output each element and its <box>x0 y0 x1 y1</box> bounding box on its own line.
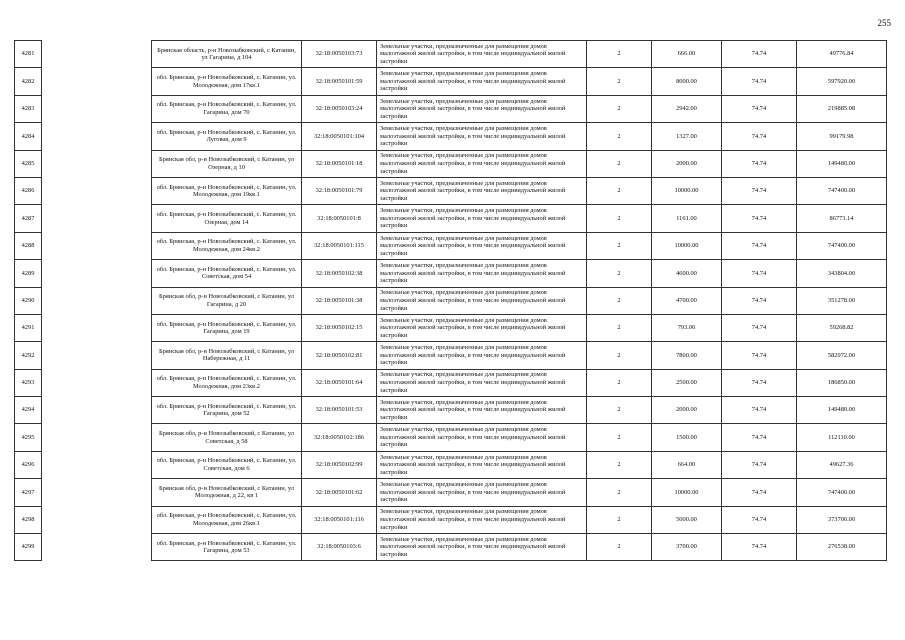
cadastral-number-cell: 32:18:0050101:104 <box>302 123 377 150</box>
rate-cell: 74.74 <box>722 479 797 506</box>
rate-cell: 74.74 <box>722 95 797 122</box>
rate-cell: 74.74 <box>722 150 797 177</box>
spacer-cell <box>42 205 152 232</box>
table-row <box>15 314 887 341</box>
cadastral-value-cell: 582972.00 <box>797 342 887 369</box>
table-row <box>15 369 887 396</box>
rate-cell: 74.74 <box>722 314 797 341</box>
row-number-cell: 4290 <box>15 287 42 314</box>
land-use-cell: Земельные участки, предназначенные для размещения домов малоэтажной жилой застройки, в том числе индивидуальной жилой застройки <box>377 68 587 95</box>
row-number-cell: 4299 <box>15 534 42 561</box>
land-use-cell: Земельные участки, предназначенные для размещения домов малоэтажной жилой застройки, в том числе индивидуальной жилой застройки <box>377 177 587 204</box>
group-cell: 2 <box>587 41 652 68</box>
group-cell: 2 <box>587 506 652 533</box>
row-number-cell: 4292 <box>15 342 42 369</box>
land-registry-table <box>14 40 887 561</box>
cadastral-number-cell: 32:18:0050101:53 <box>302 397 377 424</box>
address-cell: обл. Брянская, р-н Новозыбковский, с. Катанин, ул. Молодежная, дом 26кв.1 <box>152 506 302 533</box>
table-row <box>15 205 887 232</box>
row-number-cell: 4284 <box>15 123 42 150</box>
rate-cell: 74.74 <box>722 451 797 478</box>
table-row <box>15 287 887 314</box>
land-use-cell: Земельные участки, предназначенные для размещения домов малоэтажной жилой застройки, в том числе индивидуальной жилой застройки <box>377 260 587 287</box>
row-number-cell: 4295 <box>15 424 42 451</box>
area-cell: 4600.00 <box>652 260 722 287</box>
table-row <box>15 506 887 533</box>
address-cell: обл. Брянская, р-н Новозыбковский, с. Катанин, ул. Советская, дом 54 <box>152 260 302 287</box>
cadastral-value-cell: 49627.36 <box>797 451 887 478</box>
group-cell: 2 <box>587 260 652 287</box>
cadastral-number-cell: 32:18:0050101:62 <box>302 479 377 506</box>
land-use-cell: Земельные участки, предназначенные для размещения домов малоэтажной жилой застройки, в том числе индивидуальной жилой застройки <box>377 342 587 369</box>
row-number-cell: 4291 <box>15 314 42 341</box>
spacer-cell <box>42 369 152 396</box>
area-cell: 7800.00 <box>652 342 722 369</box>
table-row <box>15 534 887 561</box>
group-cell: 2 <box>587 150 652 177</box>
cadastral-number-cell: 32:18:0050101:38 <box>302 287 377 314</box>
land-use-cell: Земельные участки, предназначенные для размещения домов малоэтажной жилой застройки, в том числе индивидуальной жилой застройки <box>377 397 587 424</box>
cadastral-value-cell: 747400.00 <box>797 232 887 259</box>
group-cell: 2 <box>587 369 652 396</box>
address-cell: обл. Брянская, р-н Новозыбковский, с. Катанин, ул. Молодежная, дом 23кв.2 <box>152 369 302 396</box>
spacer-cell <box>42 342 152 369</box>
table-row <box>15 232 887 259</box>
cadastral-number-cell: 32:18:0050102:15 <box>302 314 377 341</box>
land-use-cell: Земельные участки, предназначенные для размещения домов малоэтажной жилой застройки, в том числе индивидуальной жилой застройки <box>377 534 587 561</box>
spacer-cell <box>42 397 152 424</box>
row-number-cell: 4296 <box>15 451 42 478</box>
spacer-cell <box>42 150 152 177</box>
table-row <box>15 479 887 506</box>
table-row <box>15 95 887 122</box>
area-cell: 2000.00 <box>652 397 722 424</box>
row-number-cell: 4298 <box>15 506 42 533</box>
group-cell: 2 <box>587 177 652 204</box>
land-use-cell: Земельные участки, предназначенные для размещения домов малоэтажной жилой застройки, в том числе индивидуальной жилой застройки <box>377 95 587 122</box>
table-row <box>15 260 887 287</box>
cadastral-number-cell: 32:18:0050103:73 <box>302 41 377 68</box>
address-cell: обл. Брянская, р-н Новозыбковский, с. Катанин, ул. Гагарина, дом 53 <box>152 534 302 561</box>
spacer-cell <box>42 287 152 314</box>
rate-cell: 74.74 <box>722 177 797 204</box>
spacer-cell <box>42 95 152 122</box>
address-cell: Брянская обл, р-н Новозыбковский, с Катанин, ул Гагарина, д 20 <box>152 287 302 314</box>
row-number-cell: 4286 <box>15 177 42 204</box>
area-cell: 2500.00 <box>652 369 722 396</box>
land-use-cell: Земельные участки, предназначенные для размещения домов малоэтажной жилой застройки, в том числе индивидуальной жилой застройки <box>377 314 587 341</box>
area-cell: 4700.00 <box>652 287 722 314</box>
cadastral-value-cell: 112110.00 <box>797 424 887 451</box>
row-number-cell: 4293 <box>15 369 42 396</box>
table-row <box>15 424 887 451</box>
group-cell: 2 <box>587 424 652 451</box>
cadastral-number-cell: 32:18:0050102:186 <box>302 424 377 451</box>
land-use-cell: Земельные участки, предназначенные для размещения домов малоэтажной жилой застройки, в том числе индивидуальной жилой застройки <box>377 369 587 396</box>
rate-cell: 74.74 <box>722 232 797 259</box>
table-body <box>15 41 887 561</box>
land-use-cell: Земельные участки, предназначенные для размещения домов малоэтажной жилой застройки, в том числе индивидуальной жилой застройки <box>377 424 587 451</box>
group-cell: 2 <box>587 479 652 506</box>
group-cell: 2 <box>587 95 652 122</box>
land-use-cell: Земельные участки, предназначенные для размещения домов малоэтажной жилой застройки, в том числе индивидуальной жилой застройки <box>377 506 587 533</box>
address-cell: обл. Брянская, р-н Новозыбковский, с. Катанин, ул. Озерная, дом 14 <box>152 205 302 232</box>
row-number-cell: 4281 <box>15 41 42 68</box>
spacer-cell <box>42 232 152 259</box>
group-cell: 2 <box>587 68 652 95</box>
group-cell: 2 <box>587 451 652 478</box>
rate-cell: 74.74 <box>722 68 797 95</box>
table-row <box>15 123 887 150</box>
area-cell: 2942.00 <box>652 95 722 122</box>
cadastral-number-cell: 32:18:0050101:8 <box>302 205 377 232</box>
spacer-cell <box>42 260 152 287</box>
cadastral-number-cell: 32:18:0050102:81 <box>302 342 377 369</box>
land-use-cell: Земельные участки, предназначенные для размещения домов малоэтажной жилой застройки, в том числе индивидуальной жилой застройки <box>377 451 587 478</box>
row-number-cell: 4283 <box>15 95 42 122</box>
cadastral-value-cell: 99179.98 <box>797 123 887 150</box>
spacer-cell <box>42 534 152 561</box>
row-number-cell: 4288 <box>15 232 42 259</box>
spacer-cell <box>42 314 152 341</box>
area-cell: 10000.00 <box>652 177 722 204</box>
spacer-cell <box>42 68 152 95</box>
area-cell: 2000.00 <box>652 150 722 177</box>
area-cell: 10000.00 <box>652 232 722 259</box>
address-cell: обл. Брянская, р-н Новозыбковский, с. Катанин, ул. Молодежная, дом 24кв.2 <box>152 232 302 259</box>
land-use-cell: Земельные участки, предназначенные для размещения домов малоэтажной жилой застройки, в том числе индивидуальной жилой застройки <box>377 150 587 177</box>
rate-cell: 74.74 <box>722 424 797 451</box>
spacer-cell <box>42 177 152 204</box>
cadastral-number-cell: 32:18:0050101:59 <box>302 68 377 95</box>
row-number-cell: 4289 <box>15 260 42 287</box>
land-use-cell: Земельные участки, предназначенные для размещения домов малоэтажной жилой застройки, в том числе индивидуальной жилой застройки <box>377 205 587 232</box>
spacer-cell <box>42 479 152 506</box>
address-cell: Брянская обл, р-н Новозыбковский, с Катанин, ул Набережная, д 11 <box>152 342 302 369</box>
land-use-cell: Земельные участки, предназначенные для размещения домов малоэтажной жилой застройки, в том числе индивидуальной жилой застройки <box>377 123 587 150</box>
cadastral-value-cell: 59268.82 <box>797 314 887 341</box>
spacer-cell <box>42 451 152 478</box>
area-cell: 10000.00 <box>652 479 722 506</box>
address-cell: обл. Брянская, р-н Новозыбковский, с. Катанин, ул. Гагарина, дом 19 <box>152 314 302 341</box>
group-cell: 2 <box>587 397 652 424</box>
area-cell: 666.00 <box>652 41 722 68</box>
land-use-cell: Земельные участки, предназначенные для размещения домов малоэтажной жилой застройки, в том числе индивидуальной жилой застройки <box>377 41 587 68</box>
table-row <box>15 150 887 177</box>
row-number-cell: 4282 <box>15 68 42 95</box>
area-cell: 1161.00 <box>652 205 722 232</box>
cadastral-number-cell: 32:18:0050101:115 <box>302 232 377 259</box>
table-row <box>15 451 887 478</box>
group-cell: 2 <box>587 205 652 232</box>
group-cell: 2 <box>587 342 652 369</box>
area-cell: 8000.00 <box>652 68 722 95</box>
rate-cell: 74.74 <box>722 205 797 232</box>
cadastral-value-cell: 219885.08 <box>797 95 887 122</box>
table-row <box>15 397 887 424</box>
cadastral-number-cell: 32:18:0050101:116 <box>302 506 377 533</box>
area-cell: 664.00 <box>652 451 722 478</box>
row-number-cell: 4285 <box>15 150 42 177</box>
table-row <box>15 41 887 68</box>
rate-cell: 74.74 <box>722 260 797 287</box>
spacer-cell <box>42 506 152 533</box>
cadastral-value-cell: 373700.00 <box>797 506 887 533</box>
spacer-cell <box>42 41 152 68</box>
address-cell: обл. Брянская, р-н Новозыбковский, с. Катанин, ул. Гагарина, дом 52 <box>152 397 302 424</box>
rate-cell: 74.74 <box>722 397 797 424</box>
rate-cell: 74.74 <box>722 41 797 68</box>
row-number-cell: 4294 <box>15 397 42 424</box>
table-row <box>15 342 887 369</box>
cadastral-number-cell: 32:18:0050101:18 <box>302 150 377 177</box>
spacer-cell <box>42 123 152 150</box>
address-cell: Брянская обл, р-н Новозыбковский, с Катанин, ул Молодежная, д 22, кв 1 <box>152 479 302 506</box>
cadastral-value-cell: 49776.84 <box>797 41 887 68</box>
address-cell: обл. Брянская, р-н Новозыбковский, с. Катанин, ул. Молодежная, дом 17кв.1 <box>152 68 302 95</box>
cadastral-value-cell: 597920.00 <box>797 68 887 95</box>
page-number: 255 <box>877 18 891 28</box>
group-cell: 2 <box>587 123 652 150</box>
land-use-cell: Земельные участки, предназначенные для размещения домов малоэтажной жилой застройки, в том числе индивидуальной жилой застройки <box>377 287 587 314</box>
cadastral-value-cell: 86773.14 <box>797 205 887 232</box>
address-cell: обл. Брянская, р-н Новозыбковский, с. Катанин, ул. Луговая, дом 9 <box>152 123 302 150</box>
row-number-cell: 4287 <box>15 205 42 232</box>
group-cell: 2 <box>587 314 652 341</box>
cadastral-value-cell: 149480.00 <box>797 397 887 424</box>
address-cell: Брянская обл, р-н Новозыбковский, с Катанин, ул Советская, д 58 <box>152 424 302 451</box>
group-cell: 2 <box>587 232 652 259</box>
address-cell: Брянская обл, р-н Новозыбковский, с Катанин, ул Озерная, д 10 <box>152 150 302 177</box>
address-cell: обл. Брянская, р-н Новозыбковский, с. Катанин, ул. Советская, дом 6 <box>152 451 302 478</box>
cadastral-value-cell: 747400.00 <box>797 177 887 204</box>
rate-cell: 74.74 <box>722 506 797 533</box>
area-cell: 793.00 <box>652 314 722 341</box>
rate-cell: 74.74 <box>722 287 797 314</box>
rate-cell: 74.74 <box>722 342 797 369</box>
cadastral-value-cell: 149480.00 <box>797 150 887 177</box>
address-cell: Брянская область, р-н Новозыбковский, с Катанин, ул Гагарина, д 104 <box>152 41 302 68</box>
area-cell: 1500.00 <box>652 424 722 451</box>
group-cell: 2 <box>587 534 652 561</box>
area-cell: 3700.00 <box>652 534 722 561</box>
spacer-cell <box>42 424 152 451</box>
cadastral-value-cell: 351278.00 <box>797 287 887 314</box>
cadastral-number-cell: 32:18:0050102:99 <box>302 451 377 478</box>
cadastral-value-cell: 276538.00 <box>797 534 887 561</box>
land-use-cell: Земельные участки, предназначенные для размещения домов малоэтажной жилой застройки, в том числе индивидуальной жилой застройки <box>377 479 587 506</box>
area-cell: 5000.00 <box>652 506 722 533</box>
area-cell: 1327.00 <box>652 123 722 150</box>
group-cell: 2 <box>587 287 652 314</box>
table-row <box>15 177 887 204</box>
cadastral-number-cell: 32:18:0050101:79 <box>302 177 377 204</box>
table-row <box>15 68 887 95</box>
row-number-cell: 4297 <box>15 479 42 506</box>
address-cell: обл. Брянская, р-н Новозыбковский, с. Катанин, ул. Молодежная, дом 19кв.1 <box>152 177 302 204</box>
cadastral-value-cell: 186850.00 <box>797 369 887 396</box>
cadastral-number-cell: 32:18:0050103:24 <box>302 95 377 122</box>
cadastral-value-cell: 343804.00 <box>797 260 887 287</box>
cadastral-number-cell: 32:18:0050103:6 <box>302 534 377 561</box>
cadastral-number-cell: 32:18:0050101:64 <box>302 369 377 396</box>
address-cell: обл. Брянская, р-н Новозыбковский, с. Катанин, ул. Гагарина, дом 70 <box>152 95 302 122</box>
rate-cell: 74.74 <box>722 534 797 561</box>
rate-cell: 74.74 <box>722 123 797 150</box>
land-use-cell: Земельные участки, предназначенные для размещения домов малоэтажной жилой застройки, в том числе индивидуальной жилой застройки <box>377 232 587 259</box>
cadastral-number-cell: 32:18:0050102:38 <box>302 260 377 287</box>
rate-cell: 74.74 <box>722 369 797 396</box>
cadastral-value-cell: 747400.00 <box>797 479 887 506</box>
